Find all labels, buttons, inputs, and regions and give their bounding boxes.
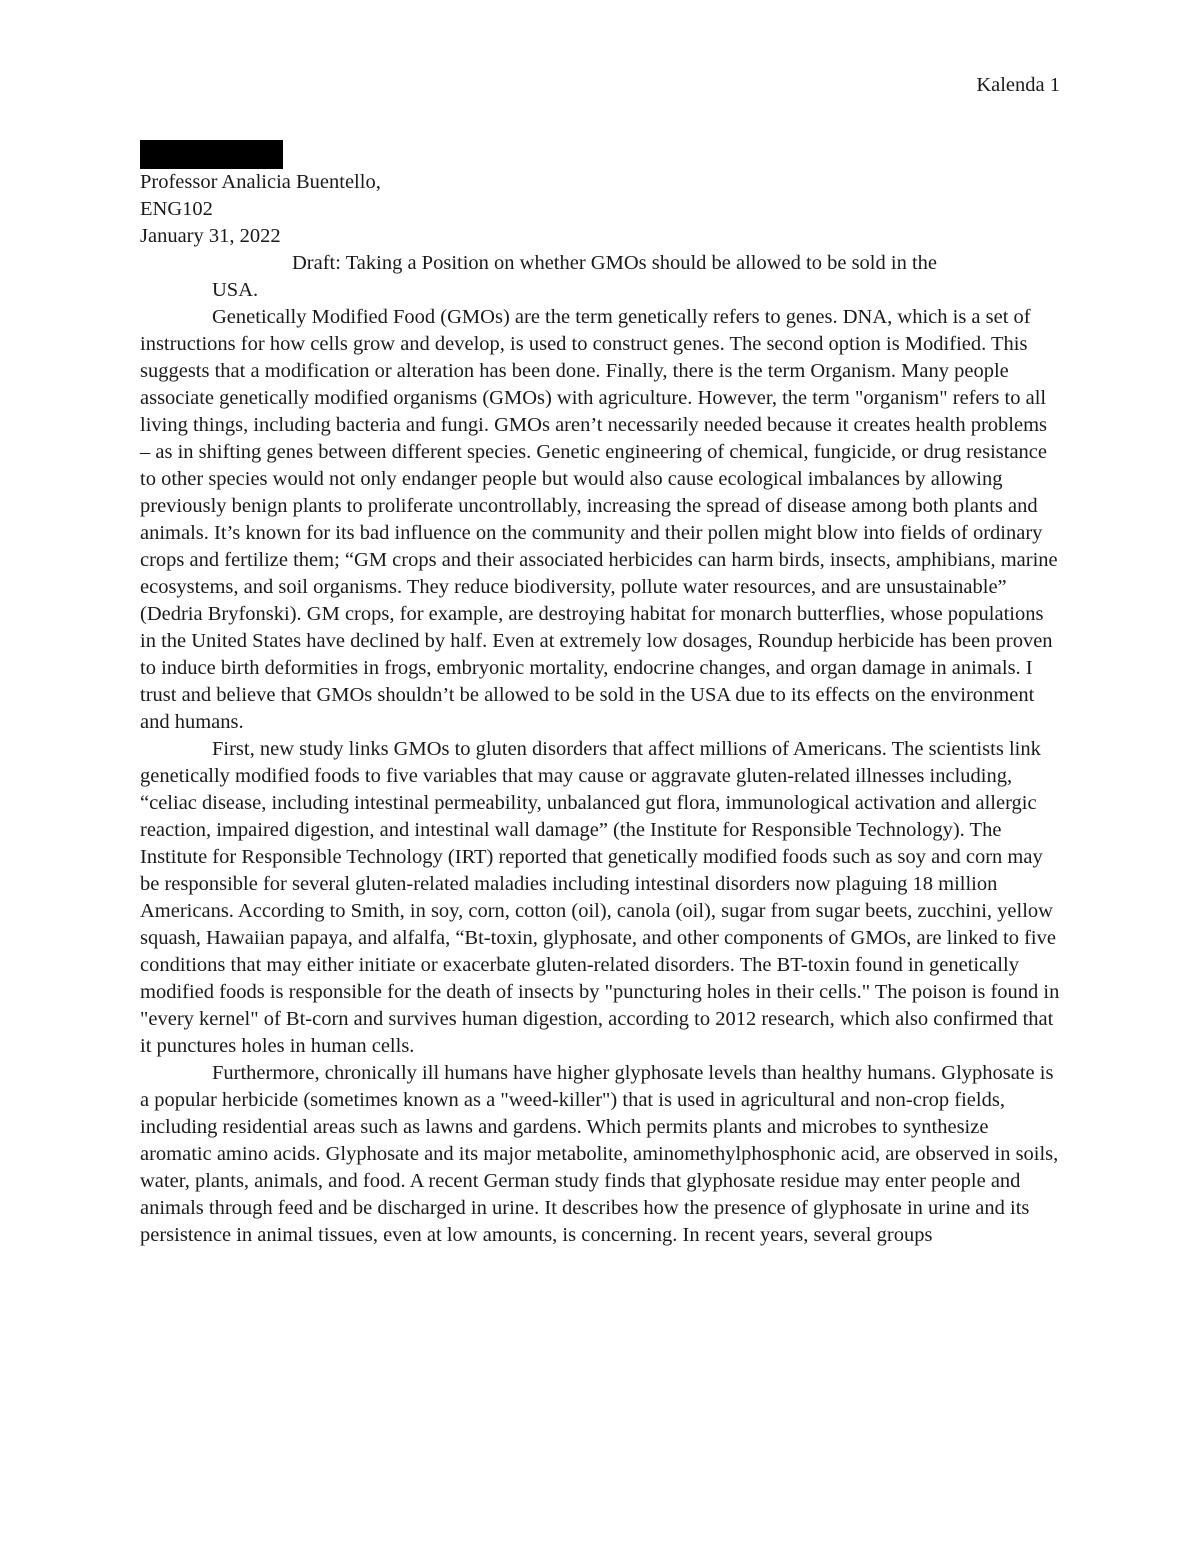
essay-title-line-2: USA. <box>212 279 259 301</box>
body-paragraph-1: Genetically Modified Food (GMOs) are the term genetically refers to genes. DNA, which is a set of instructions for how cells grow and develop, is used to construct genes. The second option is Modified. This suggests that a modification or alteration has been done. Finally, there is the term Organism. Many people associate genetically modified organisms (GMOs) with agriculture. However, the term "organism" refers to all living things, including bacteria and fungi. GMOs aren’t necessarily needed because it creates health problems – as in shifting genes between different species. Genetic engineering of chemical, fungicide, or drug resistance to other species would not only endanger people but would also cause ecological imbalances by allowing previously benign plants to proliferate uncontrollably, increasing the spread of disease among both plants and animals. It’s known for its bad influence on the community and their pollen might blow into fields of ordinary crops and fertilize them; “GM crops and their associated herbicides can harm birds, insects, amphibians, marine ecosystems, and soil organisms. They reduce biodiversity, pollute water resources, and are unsustainable” (Dedria Bryfonski). GM crops, for example, are destroying habitat for monarch butterflies, whose populations in the United States have declined by half. Even at extremely low dosages, Roundup herbicide has been proven to induce birth deformities in frogs, embryonic mortality, endocrine changes, and organ damage in animals. I trust and believe that GMOs shouldn’t be allowed to be sold in the USA due to its effects on the environment and humans. <box>140 306 1058 733</box>
date-line: January 31, 2022 <box>140 225 281 247</box>
professor-line: Professor Analicia Buentello, <box>140 171 381 193</box>
course-line: ENG102 <box>140 198 213 220</box>
document-body <box>140 140 1060 1249</box>
redacted-name-block <box>140 140 283 169</box>
body-paragraph-2: First, new study links GMOs to gluten disorders that affect millions of Americans. The scientists link genetically modified foods to five variables that may cause or aggravate gluten-related illnesses including, “celiac disease, including intestinal permeability, unbalanced gut flora, immunological activation and allergic reaction, impaired digestion, and intestinal wall damage” (the Institute for Responsible Technology). The Institute for Responsible Technology (IRT) reported that genetically modified foods such as soy and corn may be responsible for several gluten-related maladies including intestinal disorders now plaguing 18 million Americans. According to Smith, in soy, corn, cotton (oil), canola (oil), sugar from sugar beets, zucchini, yellow squash, Hawaiian papaya, and alfalfa, “Bt-toxin, glyphosate, and other components of GMOs, are linked to five conditions that may either initiate or exacerbate gluten-related disorders. The BT-toxin found in genetically modified foods is responsible for the death of insects by "puncturing holes in their cells." The poison is found in "every kernel" of Bt-corn and survives human digestion, according to 2012 research, which also confirmed that it punctures holes in human cells. <box>140 738 1060 1057</box>
running-head: Kalenda 1 <box>976 74 1060 96</box>
essay-title-line-1: Draft: Taking a Position on whether GMOs should be allowed to be sold in the <box>292 252 937 274</box>
body-paragraph-3: Furthermore, chronically ill humans have higher glyphosate levels than healthy humans. Glyphosate is a popular herbicide (sometimes known as a "weed-killer") that is used in agricultural and non-crop fields, including residential areas such as lawns and gardens. Which permits plants and microbes to synthesize aromatic amino acids. Glyphosate and its major metabolite, aminomethylphosphonic acid, are observed in soils, water, plants, animals, and food. A recent German study finds that glyphosate residue may enter people and animals through feed and be discharged in urine. It describes how the presence of glyphosate in urine and its persistence in animal tissues, even at low amounts, is concerning. In recent years, several groups <box>140 1062 1059 1246</box>
